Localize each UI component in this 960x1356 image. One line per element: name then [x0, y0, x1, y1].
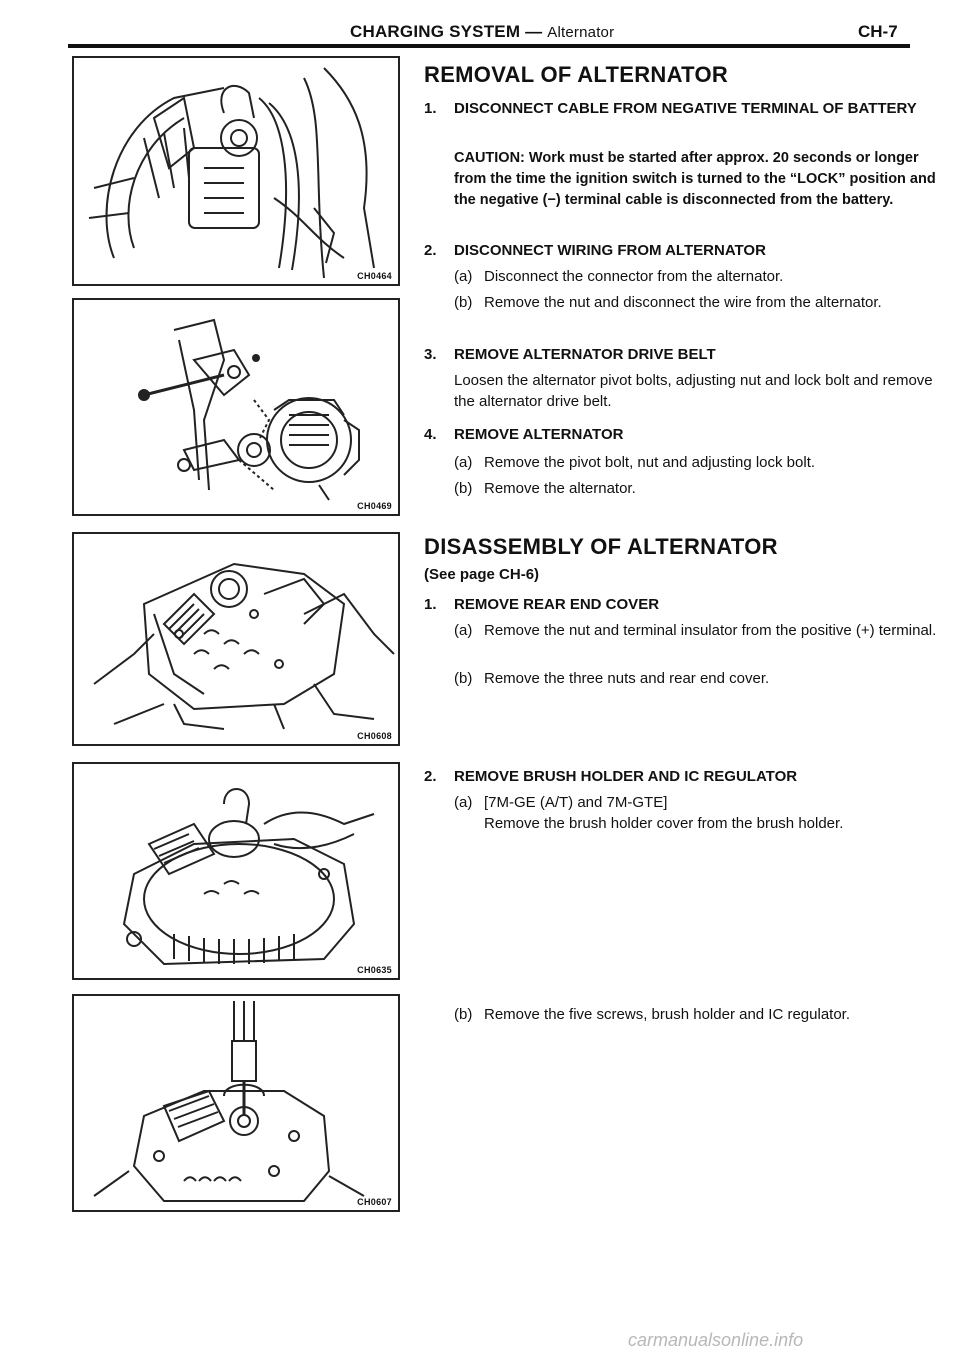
sub-text: Remove the nut and disconnect the wire from the alternator. [484, 294, 882, 311]
step-title: REMOVE REAR END COVER [454, 596, 660, 613]
figure-code: CH0608 [357, 731, 392, 741]
removal-step-2 [424, 240, 924, 261]
step-title: REMOVE ALTERNATOR DRIVE BELT [454, 346, 716, 363]
disassembly-step-1 [424, 594, 924, 615]
rear-end-cover-illustration [74, 534, 398, 744]
page-code: CH-7 [858, 22, 898, 41]
step-number: 4. [424, 426, 437, 443]
sub-text: Remove the nut and terminal insulator from the positive (+) terminal. [484, 622, 937, 639]
figure-brush-holder-removal [72, 994, 400, 1212]
watermark: carmanualsonline.info [628, 1330, 804, 1350]
step-title: REMOVE ALTERNATOR [454, 426, 624, 443]
sub-label: (b) [454, 670, 473, 687]
removal-step-2a [454, 266, 924, 287]
header-rule [68, 44, 910, 48]
sub-label: (b) [454, 480, 473, 497]
heading-removal: REMOVAL OF ALTERNATOR [424, 62, 729, 87]
removal-step-4b [454, 478, 924, 499]
sub-label: (a) [454, 622, 473, 639]
removal-step-2b [454, 292, 924, 334]
sub-label: (a) [454, 268, 473, 285]
sub-text: Remove the alternator. [484, 480, 636, 497]
figure-code: CH0635 [357, 965, 392, 975]
removal-step-4 [424, 424, 924, 445]
removal-step-1 [424, 98, 924, 140]
page-header-title [350, 22, 614, 43]
disassembly-step-1a [454, 620, 937, 662]
figure-code: CH0607 [357, 1197, 392, 1207]
figure-rear-end-cover [72, 532, 400, 746]
disassembly-step-2b [454, 1004, 924, 1025]
disassembly-step-1b [454, 668, 924, 689]
sub-text: Remove the pivot bolt, nut and adjusting lock bolt. [484, 454, 816, 471]
sub-label: (b) [454, 294, 473, 311]
step-number: 3. [424, 346, 437, 363]
removal-step-4a [454, 452, 924, 473]
sub-label: (a) [454, 454, 473, 471]
removal-step-3 [424, 344, 924, 365]
figure-code: CH0469 [357, 501, 392, 511]
figure-alternator-mounting [72, 298, 400, 516]
step-number: 1. [424, 100, 437, 117]
step-title: DISCONNECT CABLE FROM NEGATIVE TERMINAL OF BATTERY [454, 100, 917, 117]
brush-holder-cover-illustration [74, 764, 398, 978]
sub-text-line2: Remove the brush holder cover from the brush holder. [484, 815, 844, 832]
step-title: DISCONNECT WIRING FROM ALTERNATOR [454, 242, 766, 259]
disassembly-step-2a [454, 792, 924, 836]
header-section: CHARGING SYSTEM [350, 22, 521, 41]
step-number: 2. [424, 242, 437, 259]
step-title: REMOVE BRUSH HOLDER AND IC REGULATOR [454, 768, 798, 785]
see-page-reference: (See page CH-6) [424, 566, 540, 583]
heading-disassembly: DISASSEMBLY OF ALTERNATOR [424, 534, 778, 559]
figure-brush-holder-cover [72, 762, 400, 980]
figure-code: CH0464 [357, 271, 392, 281]
header-dash: — [525, 22, 543, 41]
sub-text: Remove the three nuts and rear end cover. [484, 670, 770, 687]
alternator-connector-illustration [74, 58, 398, 284]
sub-label: (a) [454, 794, 473, 811]
sub-text: Remove the five screws, brush holder and IC regulator. [484, 1006, 851, 1023]
step-number: 1. [424, 596, 437, 613]
removal-step-3-text: Loosen the alternator pivot bolts, adjusting nut and lock bolt and remove the alternator drive belt. [454, 372, 933, 410]
sub-text: Disconnect the connector from the alternator. [484, 268, 784, 285]
caution-note: CAUTION: Work must be started after approx. 20 seconds or longer from the time the ignition switch is turned to the “LOCK” position and the negative (−) terminal cable is disconnected from the battery. [454, 150, 936, 208]
sub-text: [7M-GE (A/T) and 7M-GTE] [484, 794, 668, 811]
alternator-mounting-illustration [74, 300, 398, 514]
disassembly-step-2 [424, 766, 924, 787]
brush-holder-removal-illustration [74, 996, 398, 1210]
step-number: 2. [424, 768, 437, 785]
figure-connector-disconnect [72, 56, 400, 286]
sub-label: (b) [454, 1006, 473, 1023]
header-subsection: Alternator [547, 24, 615, 41]
